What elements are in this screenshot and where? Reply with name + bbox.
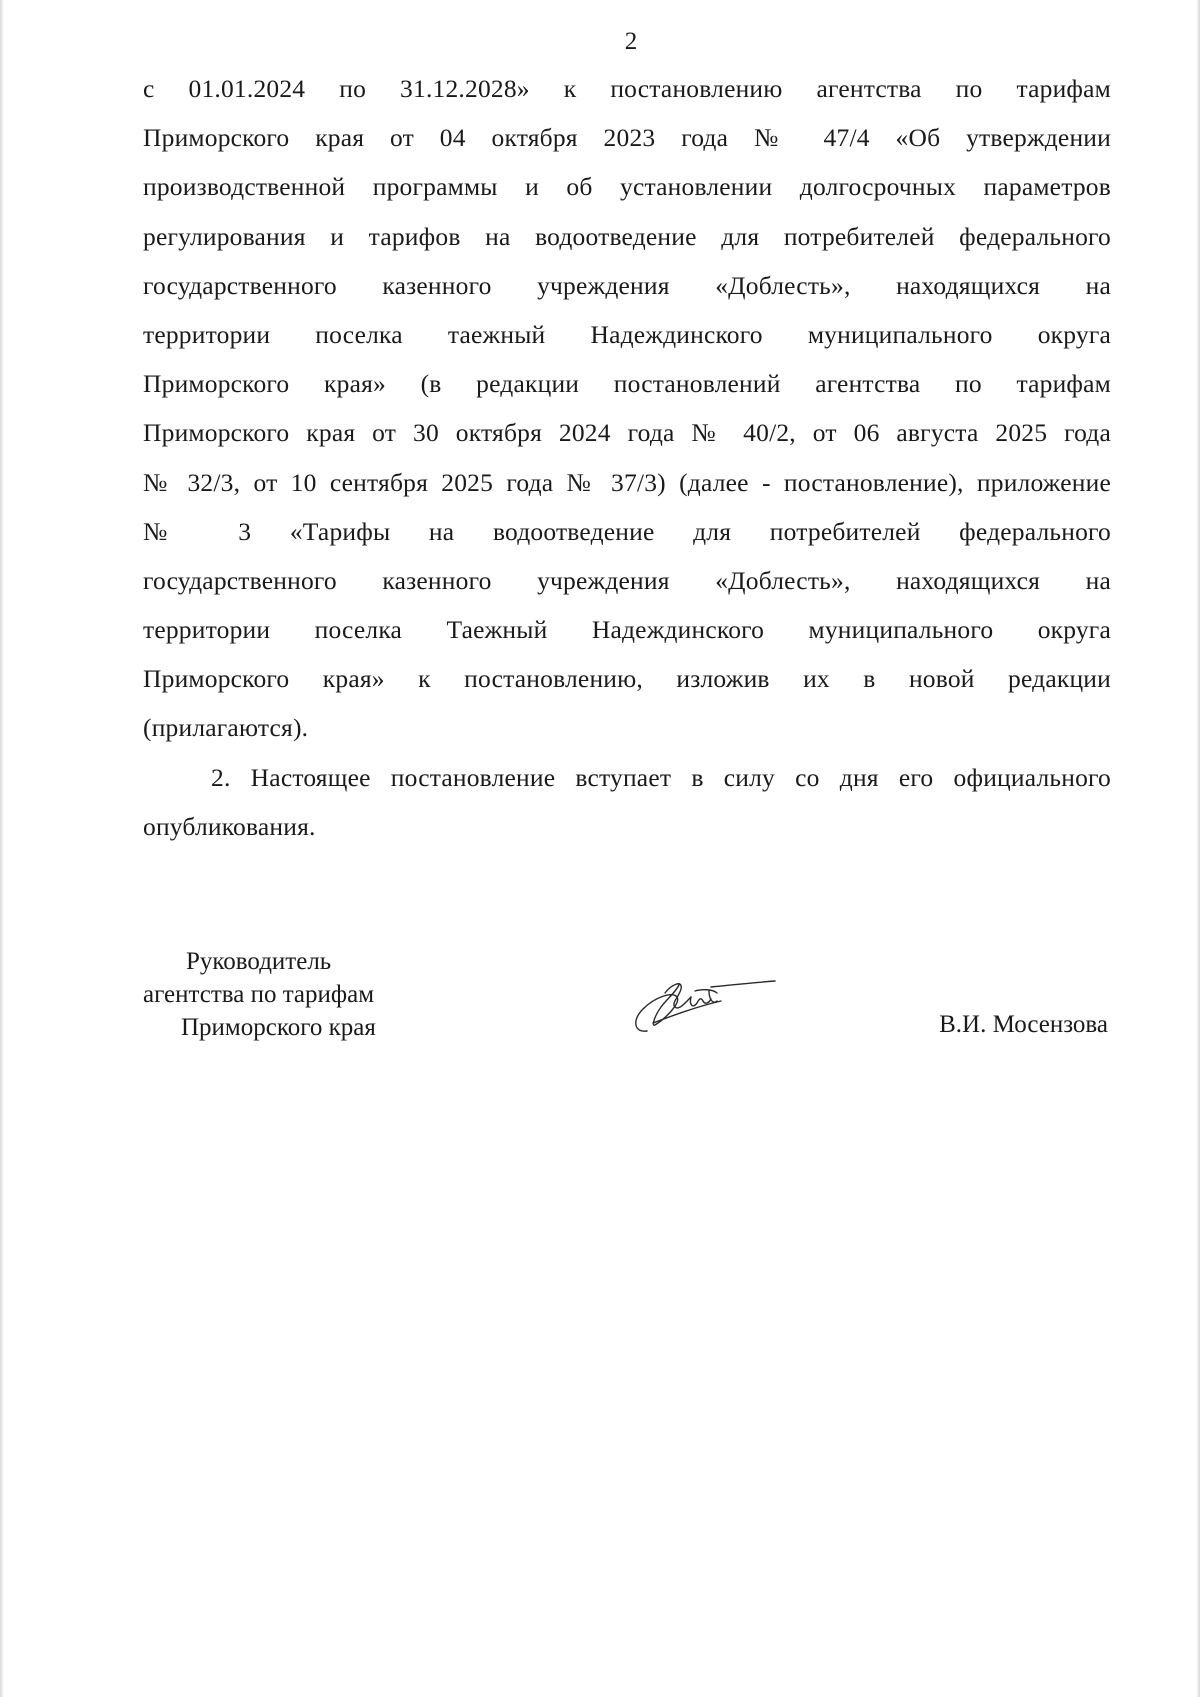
scan-edge-left	[0, 0, 4, 1697]
position-line-3: Приморского края	[181, 1014, 376, 1041]
body-line-10: № 3 «Тарифы на водоотведение для потребителей федерального	[143, 516, 1111, 546]
body-line-5: государственного казенного учреждения «Доблесть», находящихся на	[143, 270, 1111, 300]
body-line-2: Приморского края от 04 октября 2023 года № 47/4 «Об утверждении	[143, 123, 1111, 153]
paragraph-2-line-1: 2. Настоящее постановление вступает в силу со дня его официального	[211, 762, 1111, 792]
body-line-8: Приморского края от 30 октября 2024 года № 40/2, от 06 августа 2025 года	[143, 418, 1111, 448]
page-number: 2	[624, 28, 638, 55]
body-line-11: государственного казенного учреждения «Доблесть», находящихся на	[143, 565, 1111, 595]
body-line-7: Приморского края» (в редакции постановлений агентства по тарифам	[143, 369, 1111, 399]
body-line-13: Приморского края» к постановлению, изложив их в новой редакции	[143, 664, 1111, 694]
handwritten-signature	[625, 963, 785, 1043]
body-line-9: № 32/3, от 10 сентября 2025 года № 37/3) (далее - постановление), приложение	[143, 467, 1111, 497]
body-line-6: территории поселка таежный Надеждинского муниципального округа	[143, 319, 1111, 349]
body-line-3: производственной программы и об установлении долгосрочных параметров	[143, 172, 1111, 202]
body-line-4: регулирования и тарифов на водоотведение для потребителей федерального	[143, 221, 1111, 251]
signer-name: В.И. Мосензова	[939, 1011, 1108, 1038]
body-text	[143, 64, 1111, 851]
body-line-12: территории поселка Таежный Надеждинского муниципального округа	[143, 615, 1111, 645]
body-line-1: с 01.01.2024 по 31.12.2028» к постановлению агентства по тарифам	[143, 74, 1111, 103]
position-line-1: Руководитель	[186, 948, 332, 975]
body-line-14: (прилагаются).	[143, 713, 309, 743]
signatory-position	[143, 945, 376, 1044]
paragraph-2-line-2: опубликования.	[143, 811, 316, 841]
position-line-2: агентства по тарифам	[143, 981, 375, 1008]
scan-edge-right	[1196, 0, 1200, 1697]
